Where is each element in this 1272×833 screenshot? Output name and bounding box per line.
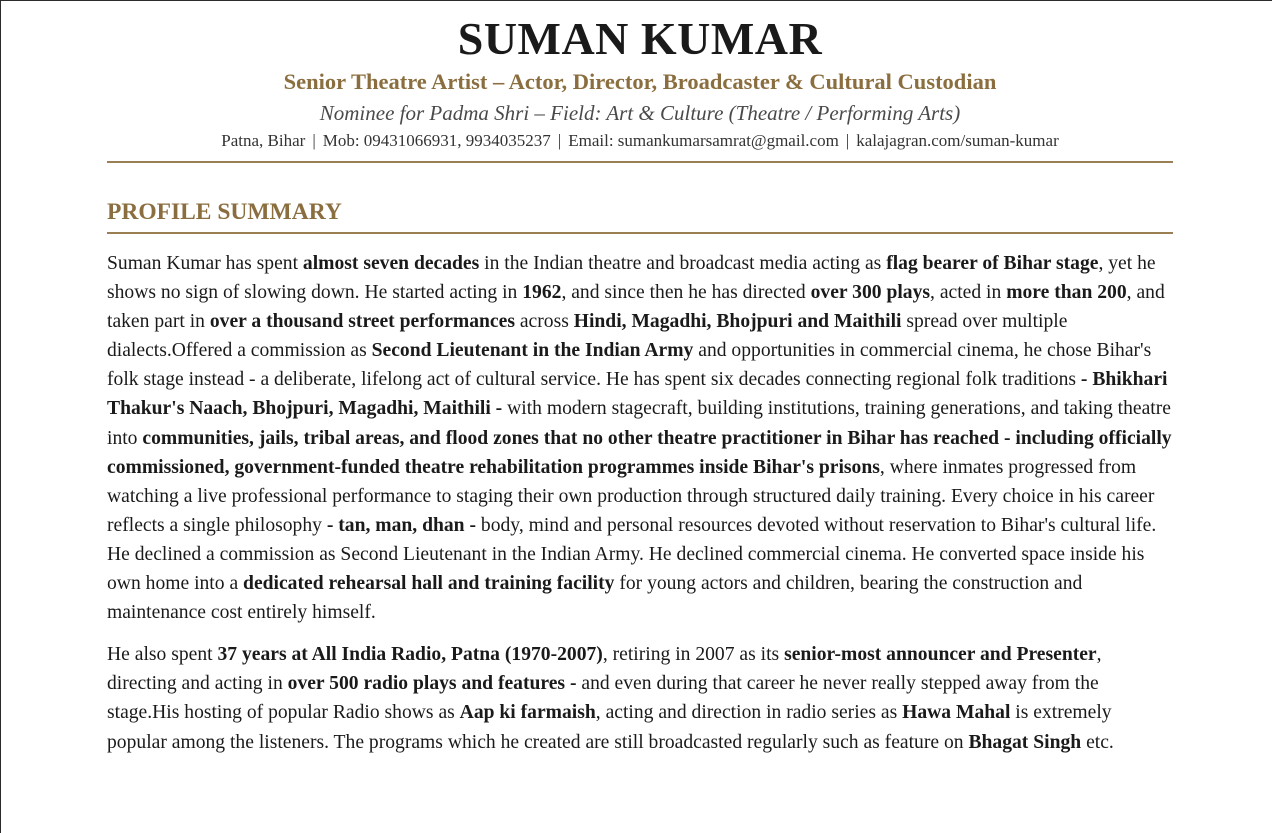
bold-run: - tan, man, dhan - xyxy=(326,514,477,536)
resume-page xyxy=(107,1,1173,757)
text-run: and opportunities in commercial cinema, he chose Bihar's folk stage instead - a deliberate, lifelong act of cultural service. He has spent six decades connecting regional folk traditions xyxy=(107,340,1152,391)
header-divider xyxy=(107,161,1173,163)
text-run: etc. xyxy=(1081,731,1114,753)
text-run: spread over multiple dialects.Offered a commission as xyxy=(107,311,1068,362)
bold-run: Second Lieutenant in the Indian Army xyxy=(371,340,694,362)
bold-run: Bhagat Singh xyxy=(968,731,1082,753)
text-run: , and since then he has directed xyxy=(561,282,811,304)
text-run: , acting and direction in radio series as xyxy=(595,702,903,724)
text-run: , where inmates progressed from watching a live professional performance to staging their own production through structured daily training. Every choice in his career reflects a single philosophy xyxy=(107,456,1155,536)
text-run: with modern stagecraft, building institutions, training generations, and taking theatre into xyxy=(107,398,1171,449)
contact-mobile: Mob: 09431066931, 9934035237 xyxy=(322,131,551,150)
profile-paragraph-1 xyxy=(107,249,1173,627)
contact-separator: | xyxy=(312,131,316,150)
person-name: SUMAN KUMAR xyxy=(457,13,823,64)
person-role: Senior Theatre Artist – Actor, Director, Broadcaster & Cultural Custodian xyxy=(283,69,997,94)
bold-run: communities, jails, tribal areas, and flood zones that no other theatre practitioner in Bihar has reached - including officially commissioned, government-funded theatre rehabilitation programmes inside Bihar's prisons xyxy=(107,427,1172,478)
text-run: , and taken part in xyxy=(107,282,1165,333)
text-run: in the Indian theatre and broadcast media acting as xyxy=(479,253,887,274)
bold-run: more than 200 xyxy=(1006,282,1127,304)
text-run: Suman Kumar has spent xyxy=(107,253,303,274)
bold-run: flag bearer of Bihar stage xyxy=(886,253,1099,274)
contact-location: Patna, Bihar xyxy=(221,131,306,150)
bold-run: Hindi, Magadhi, Bhojpuri and Maithili xyxy=(573,311,902,333)
bold-run: dedicated rehearsal hall and training facility xyxy=(243,573,615,595)
nominee-line: Nominee for Padma Shri – Field: Art & Culture (Theatre / Performing Arts) xyxy=(319,101,961,125)
text-run: He also spent xyxy=(107,644,218,666)
text-run: and even during that career he never really stepped away from the stage.His hosting of popular Radio shows as xyxy=(107,673,1099,724)
bold-run: senior-most announcer and Presenter xyxy=(784,644,1097,666)
bold-run: almost seven decades xyxy=(302,253,480,274)
text-run: is extremely popular among the listeners. The programs which he created are still broadcasted regularly such as feature on xyxy=(107,702,1112,753)
text-run: , retiring in 2007 as its xyxy=(602,644,785,666)
text-run: , directing and acting in xyxy=(107,644,1102,695)
resume-header xyxy=(107,1,1173,163)
bold-run: Aap ki farmaish xyxy=(459,702,596,724)
section-divider xyxy=(107,232,1173,234)
contact-separator: | xyxy=(557,131,562,150)
contact-website[interactable]: kalajagran.com/suman-kumar xyxy=(856,131,1059,150)
bold-run: 1962 xyxy=(522,282,562,304)
contact-separator: | xyxy=(845,131,850,150)
section-title-profile-summary: PROFILE SUMMARY xyxy=(107,199,342,225)
text-run: , acted in xyxy=(930,282,1007,304)
text-run: body, mind and personal resources devoted without reservation to Bihar's cultural life. He declined a commission as Second Lieutenant in the Indian Army. He declined commercial cinema. He converted space inside his own home into a xyxy=(107,514,1157,595)
contact-email[interactable]: Email: sumankumarsamrat@gmail.com xyxy=(568,131,839,150)
bold-run: over 500 radio plays and features - xyxy=(287,673,577,695)
text-run: for young actors and children, bearing the construction and maintenance cost entirely himself. xyxy=(107,573,1083,624)
bold-run: over 300 plays xyxy=(810,282,931,304)
bold-run: - Bhikhari Thakur's Naach, Bhojpuri, Magadhi, Maithili - xyxy=(107,369,1168,420)
text-run: across xyxy=(514,311,574,333)
bold-run: 37 years at All India Radio, Patna (1970-2007) xyxy=(217,644,603,666)
profile-paragraph-2 xyxy=(107,640,1173,756)
bold-run: over a thousand street performances xyxy=(209,311,515,333)
contact-line xyxy=(107,129,1173,153)
bold-run: Hawa Mahal xyxy=(902,702,1011,724)
text-run: , yet he shows no sign of slowing down. He started acting in xyxy=(107,253,1156,304)
